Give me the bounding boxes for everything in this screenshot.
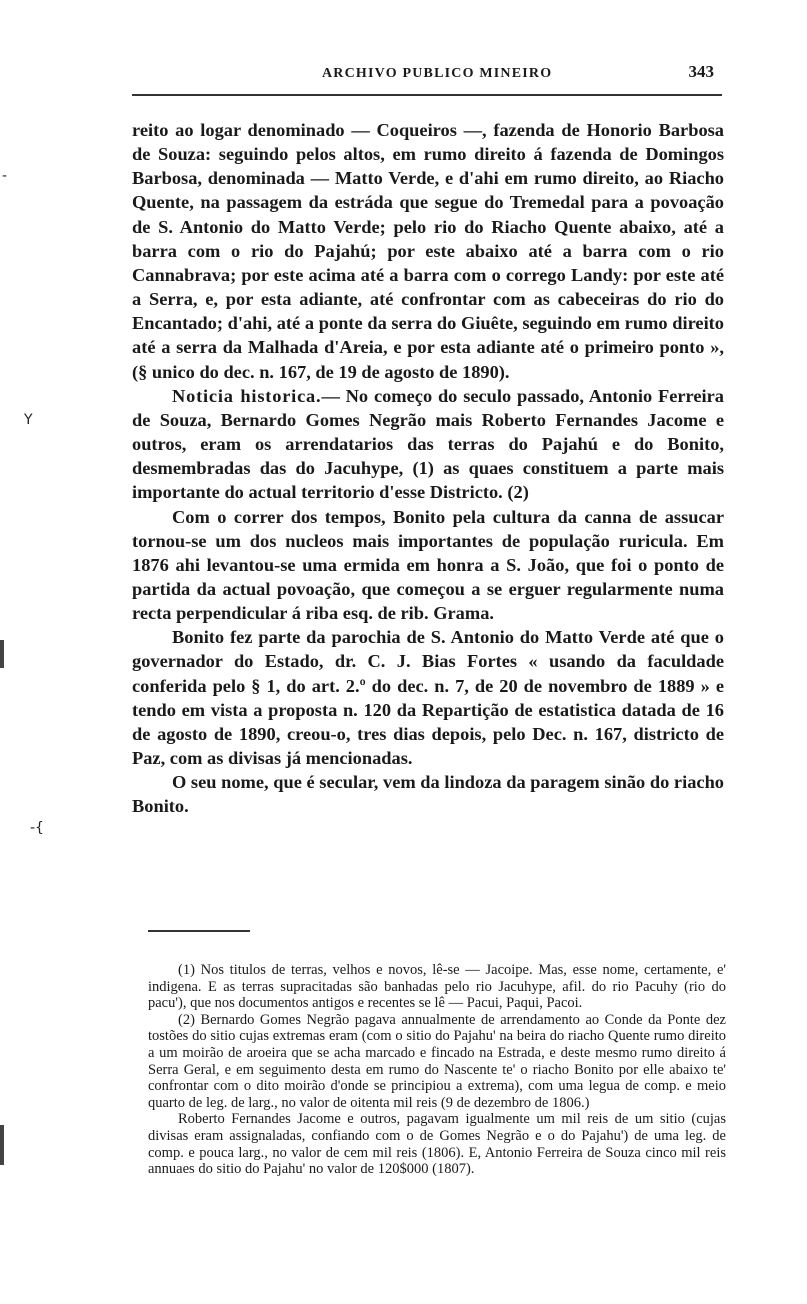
margin-mark-bracket: -{ [30, 820, 44, 836]
paragraph-2 [132, 384, 724, 505]
paragraph-2-text: — No começo do seculo passado, Antonio Ferreira de Souza, Bernardo Gomes Negrão mais Roberto Fernandes Jacome e outros, eram os arrendatarios das terras do Pajahú e do Bonito, desmembradas das do Jacuhype, (1) as quaes constituem a parte mais importante do actual territorio d'esse Districto. (2) [132, 385, 724, 503]
scan-edge-mark [0, 1125, 4, 1165]
paragraph-3: Com o correr dos tempos, Bonito pela cultura da canna de assucar tornou-se um dos nucleos mais importantes de população ruricula. Em 1876 ahi levantou-se uma ermida em honra a S. João, que foi o ponto de partida da actual povoação, que começou a se erguer regularmente numa recta perpendicular á riba esq. de rib. Grama. [132, 506, 724, 624]
section-title: Noticia historica. [172, 385, 322, 406]
paragraph-1: reito ao logar denominado — Coqueiros —, fazenda de Honorio Barbosa de Souza: seguindo pelos altos, em rumo direito á fazenda de Domingos Barbosa, denominada — Matto Verde, e d'ahi em rumo direito, ao Riacho Quente, na passagem da estráda que segue do Tremedal para a povoação de S. Antonio do Matto Verde; pelo rio do Riacho Quente abaixo, até a barra com o rio do Pajahú; por este abaixo até a barra com o rio Cannabrava; por este acima até a barra com o corrego Landy: por este até a Serra, e, por esta adiante, até confrontar com as cabeceiras do rio do Encantado; d'ahi, até a ponte da serra do Giuête, seguindo em rumo direito até a serra da Malhada d'Areia, e por esta adiante até o primeiro ponto », (§ unico do dec. n. 167, de 19 de agosto de 1890). [132, 120, 724, 382]
footnote-1: (1) Nos titulos de terras, velhos e novos, lê-se — Jacoipe. Mas, esse nome, certamente, e' indigena. E as terras supracitadas são banhadas pelo rio Jacuhype, afil. do rio Pacuhy (rio do pacu'), que nos documentos antigos e recentes se lê — Pacui, Paqui, Pacoi. [148, 962, 726, 1012]
main-text [132, 118, 724, 819]
footnote-3: Roberto Fernandes Jacome e outros, pagavam igualmente um mil reis de um sitio (cujas divisas eram assignaladas, confiando com o de Gomes Negrão e o do Pajahu') de uma leg. de comp. e pouca larg., no valor de cem mil reis (1806). E, Antonio Ferreira de Souza cinco mil reis annuaes do sitio do Pajahu' no valor de 120$000 (1807). [148, 1111, 726, 1178]
page-number: 343 [688, 62, 714, 81]
paragraph-5: O seu nome, que é secular, vem da lindoza da paragem sinão do riacho Bonito. [132, 772, 724, 817]
running-head [132, 62, 722, 88]
margin-mark-dash: - [2, 168, 8, 184]
running-title: ARCHIVO PUBLICO MINEIRO [322, 66, 553, 81]
margin-mark-y: Y [24, 412, 33, 428]
footnote-rule [148, 930, 250, 932]
header-rule [132, 94, 722, 96]
scan-edge-mark [0, 640, 4, 668]
footnote-2: (2) Bernardo Gomes Negrão pagava annualmente de arrendamento ao Conde da Ponte dez tostões do sitio cujas extremas eram (com o sitio do Pajahu' na beira do riacho Quente rumo direito a um moirão de aroeira que se acha marcado e fincado na Estrada, e deste mesmo rumo direito á Serra Geral, e em seguimento desta em rumo do Nascente te' o riacho Bonito por elle abaixo te' confrontar com o dito moirão d'onde se principiou a extrema), com uma legua de comp. e meio quarto de leg. de larg., no valor de oitenta mil reis (9 de dezembro de 1806.) [148, 1011, 726, 1111]
footnotes [148, 962, 726, 1178]
paragraph-4: Bonito fez parte da parochia de S. Antonio do Matto Verde até que o governador do Estado, dr. C. J. Bias Fortes « usando da faculdade conferida pelo § 1, do art. 2.º do dec. n. 7, de 20 de novembro de 1889 » e tendo em vista a proposta n. 120 da Repartição de estatistica datada de 16 de agosto de 1890, creou-o, tres dias depois, pelo Dec. n. 167, districto de Paz, com as divisas já mencionadas. [132, 627, 724, 769]
